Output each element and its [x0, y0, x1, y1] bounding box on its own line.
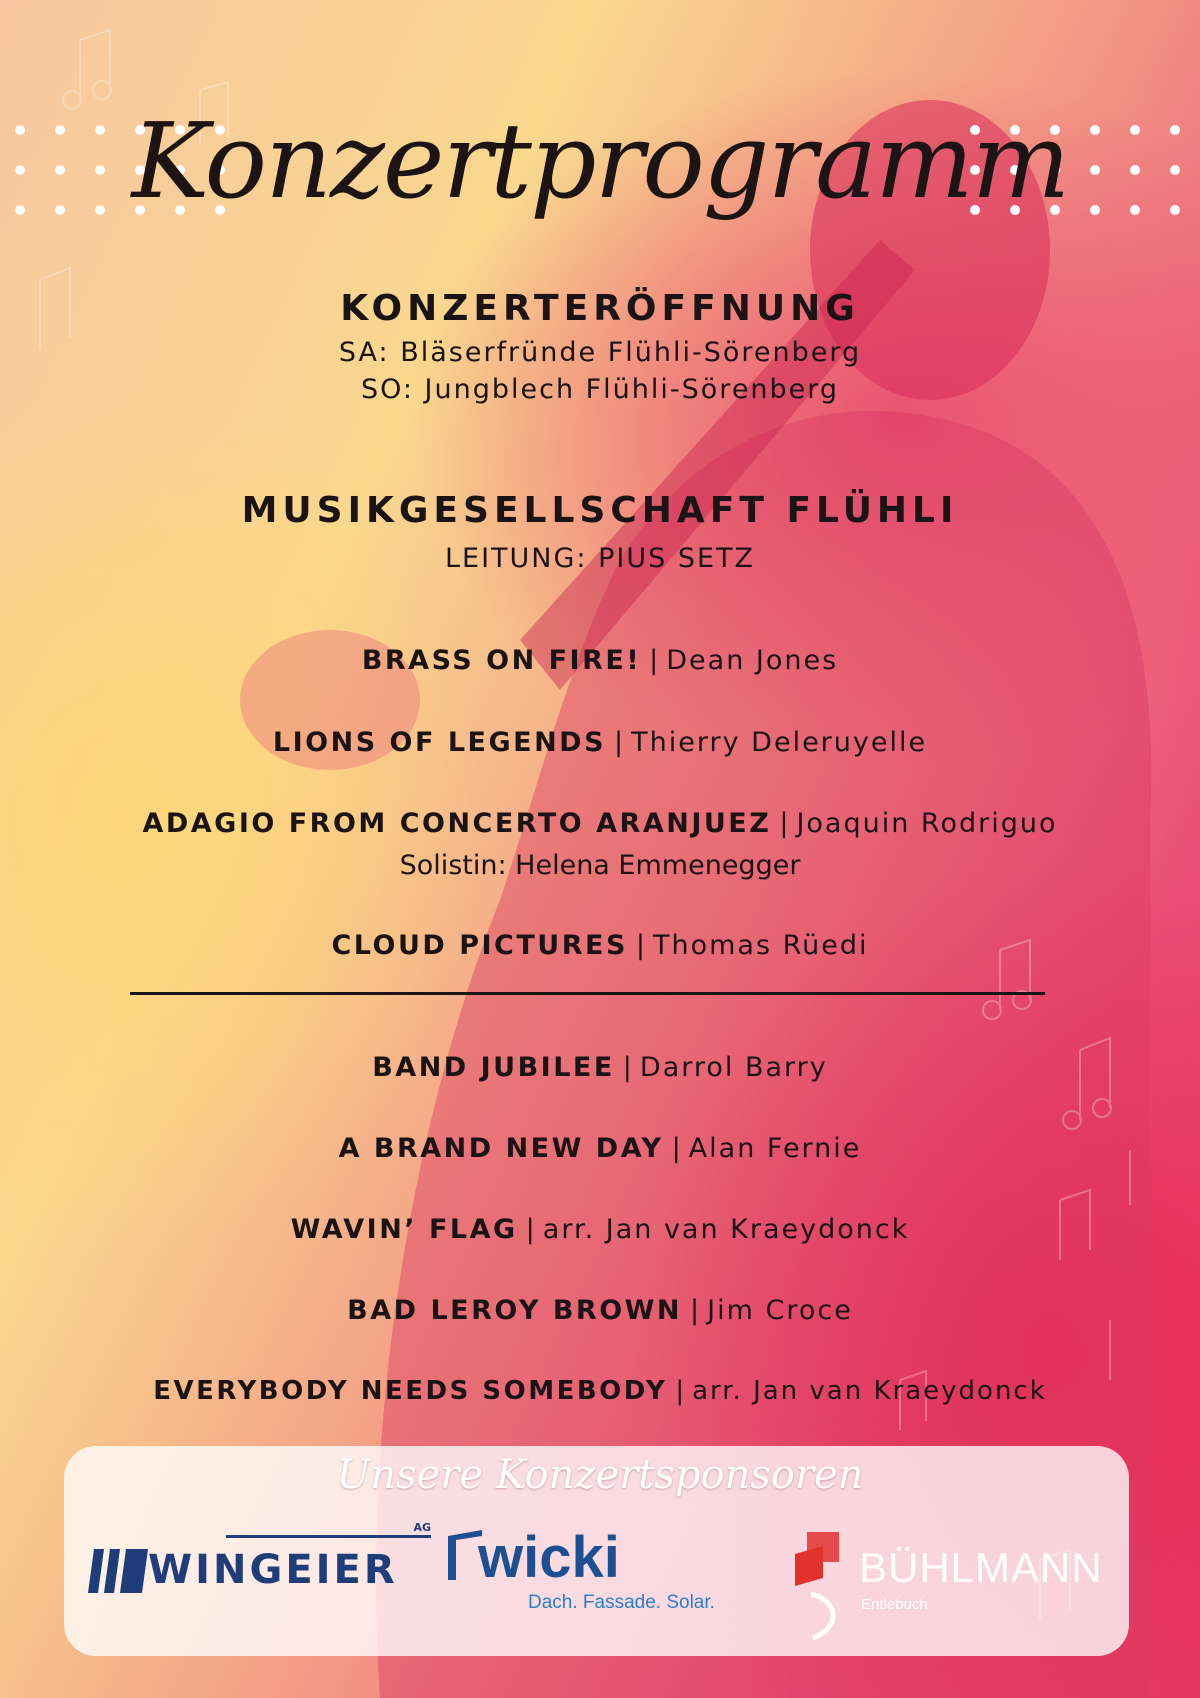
- piece-title: CLOUD PICTURES: [331, 930, 628, 961]
- piece-title: EVERYBODY NEEDS SOMEBODY: [153, 1376, 668, 1406]
- buhlmann-location: Entlebuch: [861, 1596, 928, 1613]
- separator: |: [690, 1295, 700, 1326]
- program-divider: [130, 992, 1045, 995]
- piece-composer: Jim Croce: [707, 1295, 853, 1326]
- wicki-name: wicki: [478, 1525, 620, 1590]
- piece-composer: arr. Jan van Kraeydonck: [692, 1376, 1047, 1406]
- piece-composer: Darrol Barry: [639, 1052, 828, 1083]
- separator: |: [671, 1133, 681, 1164]
- separator: |: [649, 645, 659, 676]
- opening-line: SA: Bläserfründe Flühli-Sörenberg: [338, 337, 862, 368]
- separator: |: [779, 808, 789, 839]
- sponsor-heading: Unsere Konzertsponsoren: [336, 1452, 864, 1498]
- buhlmann-name: BÜHLMANN: [859, 1544, 1103, 1591]
- piece-composer: Thomas Rüedi: [653, 930, 869, 961]
- opening-section: [0, 288, 1200, 405]
- piece-title: ADAGIO FROM CONCERTO ARANJUEZ: [142, 808, 772, 839]
- opening-heading: KONZERTERÖFFNUNG: [340, 288, 860, 329]
- separator: |: [675, 1376, 685, 1406]
- page-title: Konzertprogramm: [131, 100, 1069, 222]
- program-item: [0, 1133, 1200, 1164]
- program-item: [0, 1376, 1200, 1406]
- wingeier-suffix: AG: [413, 1521, 431, 1534]
- band-conductor: LEITUNG: PIUS SETZ: [444, 543, 756, 574]
- wicki-tagline: Dach. Fassade. Solar.: [528, 1592, 715, 1613]
- program-item: [0, 930, 1200, 961]
- separator: |: [635, 930, 645, 961]
- piece-title: BAD LEROY BROWN: [347, 1295, 683, 1326]
- program-item: [0, 1295, 1200, 1326]
- piece-composer: Alan Fernie: [688, 1133, 862, 1164]
- buhlmann-mark-icon: [795, 1532, 849, 1642]
- program-item: [0, 1214, 1200, 1245]
- program-item: [0, 645, 1200, 676]
- separator: |: [525, 1214, 535, 1245]
- piece-composer: Joaquin Rodriguo: [796, 808, 1058, 839]
- opening-line: SO: Jungblech Flühli-Sörenberg: [360, 374, 840, 405]
- piece-title: WAVIN’ FLAG: [290, 1214, 518, 1245]
- program-item: [0, 808, 1200, 839]
- piece-note: Solistin: Helena Emmenegger: [399, 850, 801, 881]
- separator: |: [622, 1052, 632, 1083]
- separator: |: [614, 727, 624, 758]
- wingeier-rule: [226, 1535, 431, 1538]
- band-section: [0, 490, 1200, 574]
- piece-title: A BRAND NEW DAY: [338, 1133, 664, 1164]
- wicki-logo: [448, 1524, 778, 1614]
- program-item: [0, 1052, 1200, 1083]
- band-name: MUSIKGESELLSCHAFT FLÜHLI: [241, 490, 959, 531]
- piece-composer: arr. Jan van Kraeydonck: [542, 1214, 910, 1245]
- piece-composer: Thierry Deleruyelle: [631, 727, 928, 758]
- piece-title: LIONS OF LEGENDS: [272, 727, 607, 758]
- wingeier-stripes-icon: [88, 1549, 148, 1593]
- piece-title: BAND JUBILEE: [372, 1052, 615, 1083]
- piece-composer: Dean Jones: [666, 645, 839, 676]
- buhlmann-logo: [795, 1532, 1135, 1642]
- piece-title: BRASS ON FIRE!: [361, 645, 642, 676]
- program-item: [0, 727, 1200, 758]
- wingeier-logo: [88, 1521, 433, 1605]
- wingeier-name: WINGEIER: [148, 1547, 398, 1593]
